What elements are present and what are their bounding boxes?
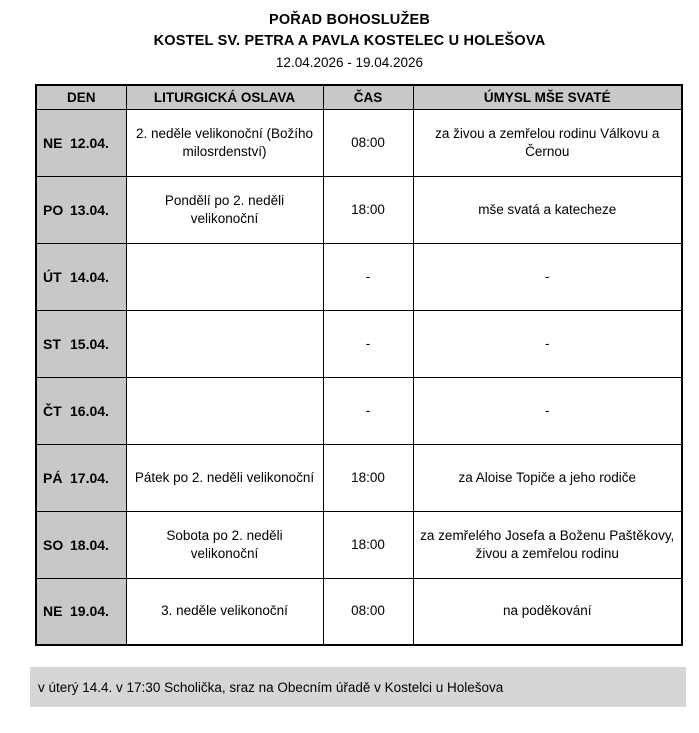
intention-cell: - (413, 243, 682, 310)
intention-cell: na poděkování (413, 578, 682, 645)
day-date: 14.04. (70, 268, 109, 285)
day-date: 15.04. (70, 335, 109, 352)
table-row (36, 377, 682, 444)
time-cell: - (323, 377, 413, 444)
day-abbr: ČT (43, 402, 62, 419)
day-abbr: SO (43, 536, 64, 553)
day-abbr: ST (43, 335, 61, 352)
column-header-liturgicka-oslava: LITURGICKÁ OSLAVA (126, 85, 323, 109)
celebration-cell (126, 377, 323, 444)
day-cell (36, 377, 126, 444)
day-cell (36, 310, 126, 377)
celebration-cell (126, 310, 323, 377)
day-abbr: NE (43, 134, 63, 151)
intention-cell: za zemřelého Josefa a Boženu Paštěkovy, živou a zemřelou rodinu (413, 511, 682, 578)
day-cell (36, 176, 126, 243)
time-cell: 18:00 (323, 176, 413, 243)
day-cell (36, 578, 126, 645)
day-date: 13.04. (70, 201, 109, 218)
day-abbr: NE (43, 603, 63, 620)
column-header-umysl: ÚMYSL MŠE SVATÉ (413, 85, 682, 109)
table-row (36, 310, 682, 377)
footer-note-text: v úterý 14.4. v 17:30 Scholička, sraz na Obecním úřadě v Kostelci u Holešova (38, 679, 504, 695)
day-date: 16.04. (70, 402, 109, 419)
intention-cell: za Aloise Topiče a jeho rodiče (413, 444, 682, 511)
table-header-row (36, 85, 682, 109)
day-cell (36, 243, 126, 310)
day-cell (36, 109, 126, 176)
date-range: 12.04.2026 - 19.04.2026 (275, 55, 424, 70)
time-cell: 08:00 (323, 578, 413, 645)
time-cell: - (323, 310, 413, 377)
day-date: 17.04. (70, 469, 109, 486)
time-cell: - (323, 243, 413, 310)
celebration-cell: Pondělí po 2. neděli velikonoční (126, 176, 323, 243)
celebration-cell: Pátek po 2. neděli velikonoční (126, 444, 323, 511)
time-cell: 18:00 (323, 444, 413, 511)
table-row (36, 444, 682, 511)
day-date: 19.04. (70, 603, 109, 620)
day-date: 18.04. (70, 536, 109, 553)
day-cell (36, 444, 126, 511)
intention-cell: za živou a zemřelou rodinu Válkovu a Černou (413, 109, 682, 176)
day-abbr: ÚT (43, 268, 62, 285)
table-row (36, 176, 682, 243)
intention-cell: - (413, 377, 682, 444)
schedule-table (35, 84, 683, 646)
time-cell: 08:00 (323, 109, 413, 176)
intention-cell: mše svatá a katecheze (413, 176, 682, 243)
table-row (36, 578, 682, 645)
celebration-cell (126, 243, 323, 310)
day-date: 12.04. (70, 134, 109, 151)
page-title: POŘAD BOHOSLUŽEB (268, 12, 431, 28)
table-row (36, 511, 682, 578)
document-header (0, 0, 699, 70)
column-header-den: DEN (36, 85, 126, 109)
celebration-cell: 3. neděle velikonoční (126, 578, 323, 645)
day-abbr: PO (43, 201, 64, 218)
church-name: KOSTEL SV. PETRA A PAVLA KOSTELEC U HOLEŠOVA (153, 33, 546, 49)
table-row (36, 109, 682, 176)
time-cell: 18:00 (323, 511, 413, 578)
day-cell (36, 511, 126, 578)
celebration-cell: Sobota po 2. neděli velikonoční (126, 511, 323, 578)
intention-cell: - (413, 310, 682, 377)
day-abbr: PÁ (43, 469, 63, 486)
footer-note (30, 667, 686, 707)
table-row (36, 243, 682, 310)
celebration-cell: 2. neděle velikonoční (Božího milosrdenství) (126, 109, 323, 176)
column-header-cas: ČAS (323, 85, 413, 109)
